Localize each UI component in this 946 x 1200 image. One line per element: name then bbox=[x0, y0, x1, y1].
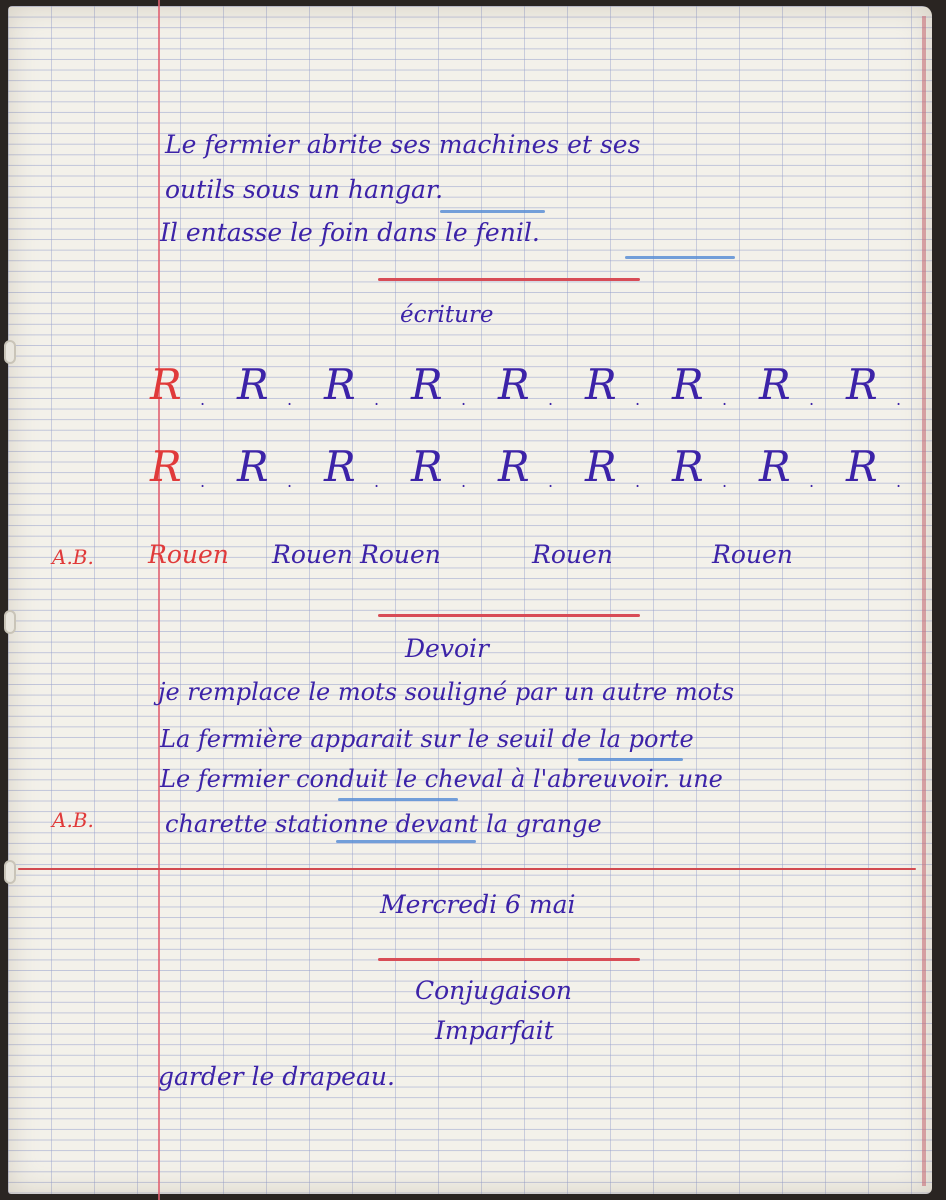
binding-hole bbox=[4, 860, 16, 884]
page-edge-stripe bbox=[922, 16, 926, 1186]
devoir-line-2: La fermière apparait sur le seuil de la porte bbox=[160, 725, 694, 753]
word-practice: Rouen bbox=[272, 540, 353, 569]
practice-dot: . bbox=[200, 390, 206, 409]
section-divider bbox=[378, 958, 640, 961]
practice-dot: . bbox=[635, 390, 641, 409]
practice-letter: R bbox=[585, 360, 617, 409]
practice-letter: R bbox=[846, 442, 878, 491]
conjugaison-subtitle: Imparfait bbox=[435, 1016, 554, 1045]
conjugaison-line: garder le drapeau. bbox=[158, 1062, 395, 1091]
devoir-line-4: charette stationne devant la grange bbox=[165, 810, 602, 838]
conjugaison-title: Conjugaison bbox=[415, 976, 573, 1005]
practice-dot: . bbox=[722, 472, 728, 491]
underline-stationne bbox=[336, 840, 476, 843]
practice-letter: R bbox=[324, 360, 356, 409]
practice-dot: . bbox=[548, 472, 554, 491]
practice-letter: R bbox=[498, 360, 530, 409]
word-practice: Rouen bbox=[360, 540, 441, 569]
practice-dot: . bbox=[200, 472, 206, 491]
practice-letter: R bbox=[324, 442, 356, 491]
word-practice-first: Rouen bbox=[148, 540, 229, 569]
practice-letter: R bbox=[846, 360, 878, 409]
binding-hole bbox=[4, 610, 16, 634]
margin-note-ab: A.B. bbox=[52, 808, 94, 832]
date-heading: Mercredi 6 mai bbox=[380, 890, 576, 919]
practice-dot: . bbox=[374, 472, 380, 491]
practice-letter: R bbox=[498, 442, 530, 491]
word-practice: Rouen bbox=[532, 540, 613, 569]
practice-letter: R bbox=[237, 360, 269, 409]
practice-letter: R bbox=[672, 442, 704, 491]
practice-dot: . bbox=[809, 390, 815, 409]
section-divider bbox=[378, 614, 640, 617]
section-divider bbox=[378, 278, 640, 281]
practice-dot: . bbox=[635, 472, 641, 491]
paragraph-line-2: outils sous un hangar. bbox=[165, 175, 444, 204]
devoir-line-3: Le fermier conduit le cheval à l'abreuvoir. une bbox=[160, 765, 723, 793]
practice-letter: R bbox=[411, 442, 443, 491]
underline-seuil bbox=[578, 758, 683, 761]
day-divider bbox=[18, 868, 916, 870]
margin-line bbox=[158, 0, 160, 1200]
practice-dot: . bbox=[287, 472, 293, 491]
practice-dot: . bbox=[896, 390, 902, 409]
practice-letter: R bbox=[585, 442, 617, 491]
devoir-title: Devoir bbox=[405, 634, 489, 663]
practice-dot: . bbox=[548, 390, 554, 409]
ecriture-title: écriture bbox=[400, 302, 494, 328]
practice-dot: . bbox=[287, 390, 293, 409]
practice-letter: R bbox=[411, 360, 443, 409]
paragraph-line-3: Il entasse le foin dans le fenil. bbox=[160, 218, 540, 247]
underline-conduit bbox=[338, 798, 458, 801]
practice-letter: R bbox=[759, 442, 791, 491]
word-practice: Rouen bbox=[712, 540, 793, 569]
underline-fenil bbox=[625, 256, 735, 259]
practice-letter: R bbox=[672, 360, 704, 409]
underline-hangar bbox=[440, 210, 545, 213]
practice-dot: . bbox=[461, 472, 467, 491]
margin-note-ab: A.B. bbox=[52, 545, 94, 569]
practice-dot: . bbox=[896, 472, 902, 491]
practice-dot: . bbox=[461, 390, 467, 409]
devoir-line-1: je remplace le mots souligné par un autre mots bbox=[158, 678, 735, 706]
practice-letter: R bbox=[150, 360, 182, 409]
paragraph-line-1: Le fermier abrite ses machines et ses bbox=[165, 130, 641, 159]
practice-letter: R bbox=[150, 442, 182, 491]
practice-letter: R bbox=[237, 442, 269, 491]
practice-dot: . bbox=[374, 390, 380, 409]
practice-dot: . bbox=[809, 472, 815, 491]
practice-dot: . bbox=[722, 390, 728, 409]
practice-letter: R bbox=[759, 360, 791, 409]
binding-hole bbox=[4, 340, 16, 364]
